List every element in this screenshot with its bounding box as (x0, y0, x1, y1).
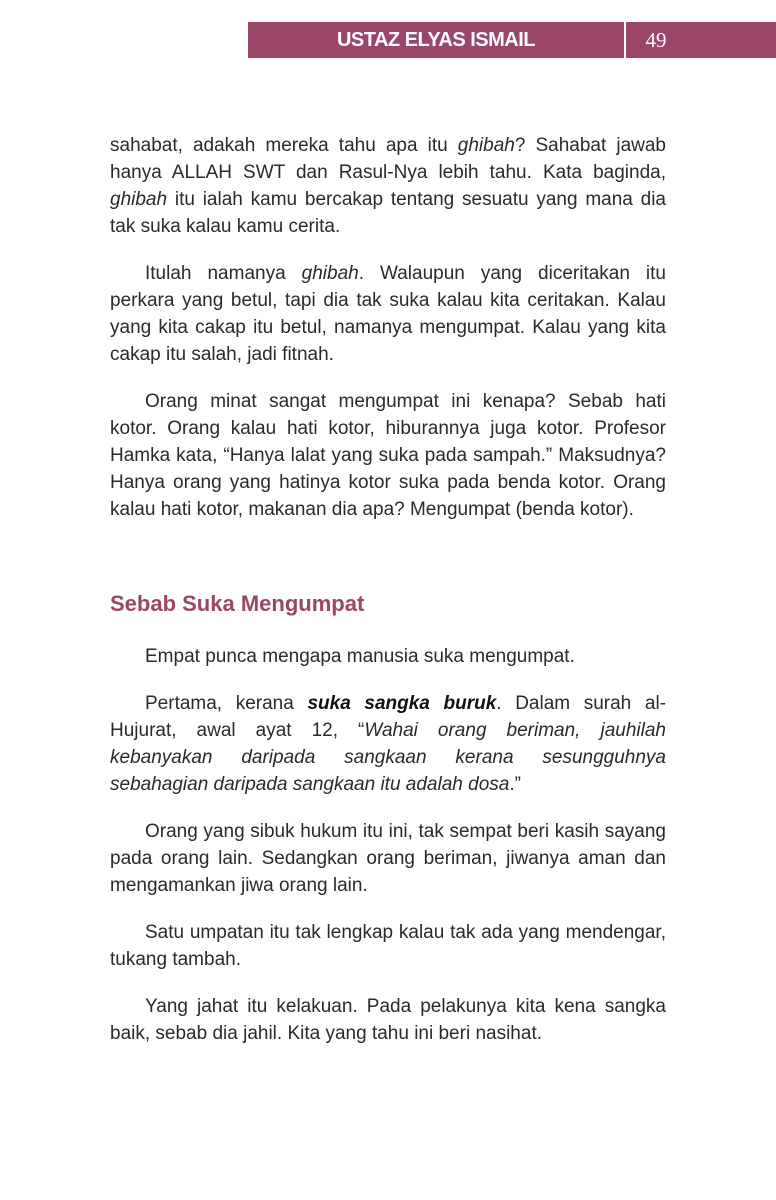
page-number: 49 (645, 28, 667, 52)
paragraph-3: Orang minat sangat mengumpat ini kenapa? Sebab hati kotor. Orang kalau hati kotor, hiburannya juga kotor. Profesor Hamka kata, “Hanya lalat yang suka pada sampah.” Maksudnya? Hanya orang yang hatinya kotor suka pada benda kotor. Orang kalau hati kotor, makanan dia apa? Mengumpat (benda kotor). (110, 391, 666, 520)
page-body (110, 132, 666, 1067)
paragraph-1: sahabat, adakah mereka tahu apa itu ghibah? Sahabat jawab hanya ALLAH SWT dan Rasul-Nya lebih tahu. Kata baginda, ghibah itu ialah kamu bercakap tentang sesuatu yang mana dia tak suka kalau kamu cerita. (110, 135, 666, 237)
paragraph-5: Pertama, kerana suka sangka buruk. Dalam surah al-Hujurat, awal ayat 12, “Wahai orang beriman, jauhilah kebanyakan daripada sangkaan kerana sesungguhnya sebahagian daripada sangkaan itu adalah dosa.” (110, 693, 666, 795)
paragraph-4: Empat punca mengapa manusia suka mengumpat. (145, 646, 575, 667)
header-author: USTAZ ELYAS ISMAIL (336, 29, 536, 51)
paragraph-2: Itulah namanya ghibah. Walaupun yang diceritakan itu perkara yang betul, tapi dia tak suka kalau kita ceritakan. Kalau yang kita cakap itu betul, namanya mengumpat. Kalau yang kita cakap itu salah, jadi fitnah. (110, 263, 666, 365)
paragraph-8: Yang jahat itu kelakuan. Pada pelakunya kita kena sangka baik, sebab dia jahil. Kita yang tahu ini beri nasihat. (110, 996, 666, 1044)
section-heading: Sebab Suka Mengumpat (110, 591, 365, 616)
paragraph-7: Satu umpatan itu tak lengkap kalau tak ada yang mendengar, tukang tambah. (110, 922, 666, 970)
paragraph-6: Orang yang sibuk hukum itu ini, tak sempat beri kasih sayang pada orang lain. Sedangkan orang beriman, jiwanya aman dan mengamankan jiwa orang lain. (110, 821, 666, 896)
running-header (248, 22, 776, 58)
